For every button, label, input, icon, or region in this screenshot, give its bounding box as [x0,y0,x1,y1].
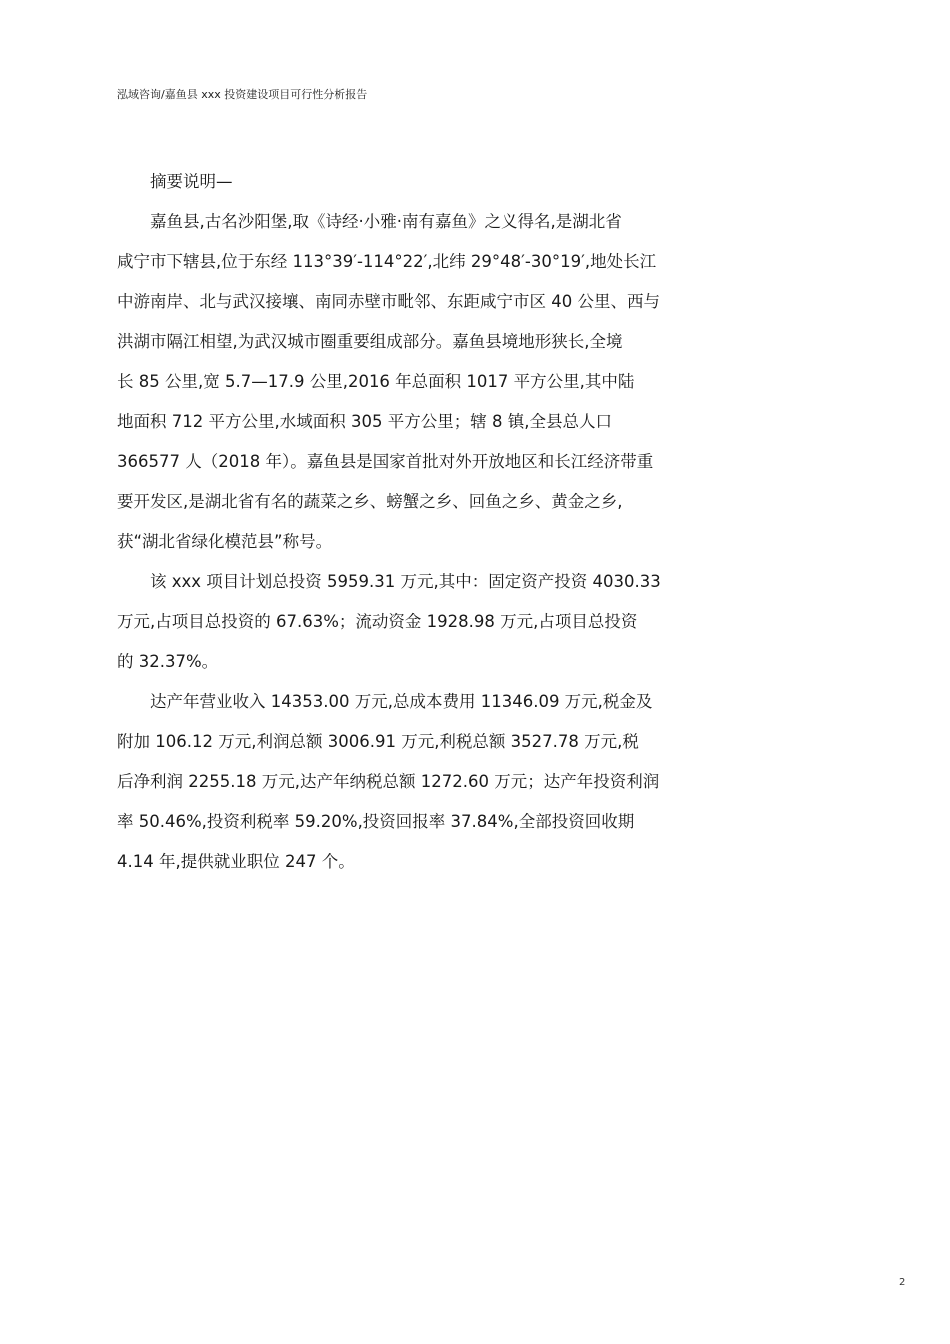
page-number: 2 [899,1277,906,1288]
paragraph-line: 4.14 年,提供就业职位 247 个。 [117,852,355,871]
paragraph-line: 附加 106.12 万元,利润总额 3006.91 万元,利税总额 3527.78 万元,税 [117,732,639,751]
paragraph-line: 要开发区,是湖北省有名的蔬菜之乡、螃蟹之乡、回鱼之乡、黄金之乡, [117,492,623,511]
paragraph-line: 万元,占项目总投资的 67.63%；流动资金 1928.98 万元,占项目总投资 [117,612,638,631]
paragraph-line: 长 85 公里,宽 5.7—17.9 公里,2016 年总面积 1017 平方公里,其中陆 [117,372,635,391]
section-heading: 摘要说明— [150,172,233,191]
paragraph-line: 该 xxx 项目计划总投资 5959.31 万元,其中：固定资产投资 4030.33 [150,572,661,591]
paragraph-line: 率 50.46%,投资利税率 59.20%,投资回报率 37.84%,全部投资回收期 [117,812,635,831]
paragraph-line: 洪湖市隔江相望,为武汉城市圈重要组成部分。嘉鱼县境地形狭长,全境 [117,332,623,351]
paragraph-line: 地面积 712 平方公里,水域面积 305 平方公里；辖 8 镇,全县总人口 [117,412,612,431]
paragraph-line: 嘉鱼县,古名沙阳堡,取《诗经·小雅·南有嘉鱼》之义得名,是湖北省 [150,212,622,231]
paragraph-line: 366577 人（2018 年）。嘉鱼县是国家首批对外开放地区和长江经济带重 [117,452,654,471]
paragraph-line: 的 32.37%。 [117,652,219,671]
paragraph-line: 中游南岸、北与武汉接壤、南同赤壁市毗邻、东距咸宁市区 40 公里、西与 [117,292,660,311]
paragraph-line: 达产年营业收入 14353.00 万元,总成本费用 11346.09 万元,税金及 [150,692,653,711]
document-body [117,168,687,888]
paragraph-line: 咸宁市下辖县,位于东经 113°39′-114°22′,北纬 29°48′-30°19′,地处长江 [117,252,657,271]
paragraph-line: 获“湖北省绿化模范县”称号。 [117,532,333,551]
paragraph-line: 后净利润 2255.18 万元,达产年纳税总额 1272.60 万元；达产年投资利润 [117,772,660,791]
page-header: 泓域咨询/嘉鱼县 xxx 投资建设项目可行性分析报告 [117,88,368,101]
